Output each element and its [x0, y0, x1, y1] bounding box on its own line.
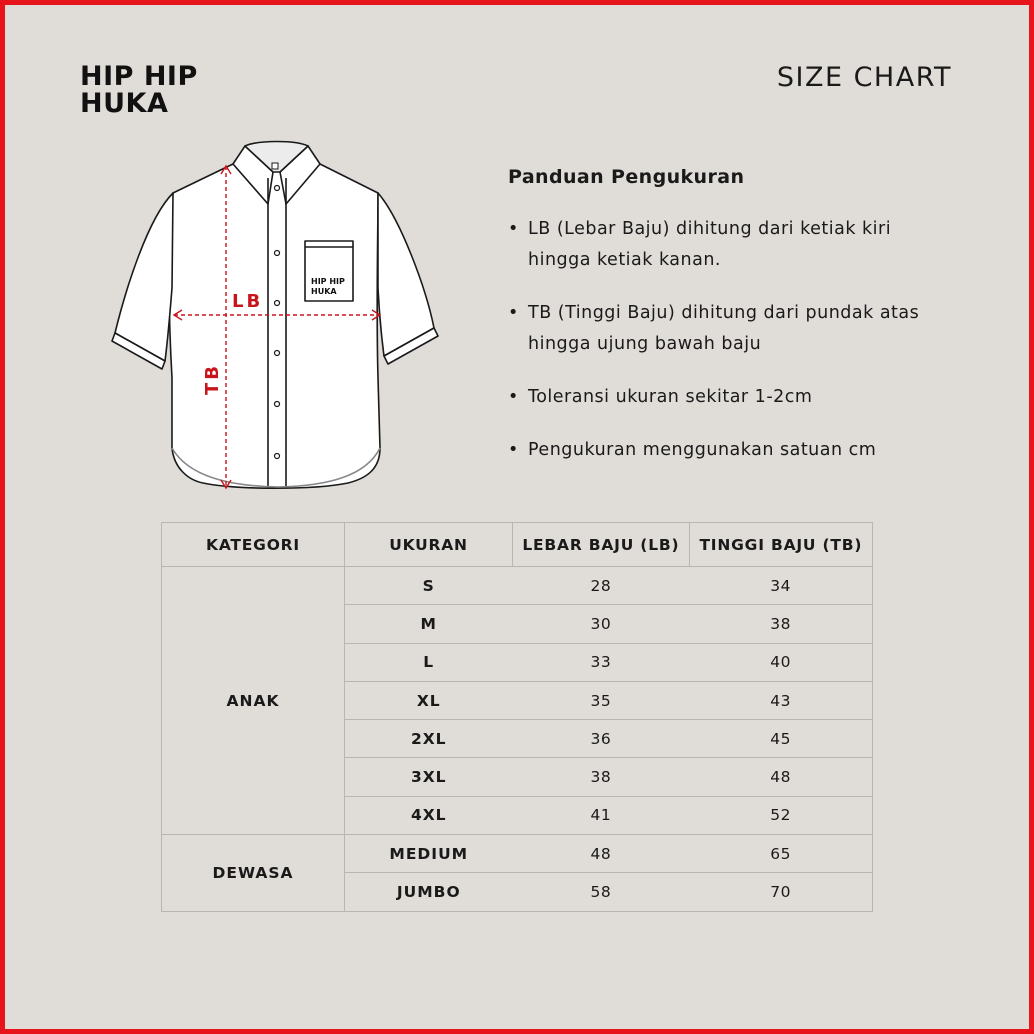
lb-label: LB [232, 291, 264, 312]
lb-cell: 33 [513, 643, 690, 681]
shirt-button [275, 301, 280, 306]
size-table [161, 522, 873, 912]
page-title: SIZE CHART [776, 62, 952, 93]
measurement-guide [508, 166, 948, 488]
brand-logo [80, 63, 198, 117]
lb-cell: 35 [513, 681, 690, 719]
brand-logo-line1: HIP HIP [80, 61, 198, 92]
tb-cell: 70 [689, 873, 872, 911]
table-row [162, 835, 873, 873]
size-cell: 3XL [345, 758, 513, 796]
shirt-button [275, 251, 280, 256]
guide-item-tb: • TB (Tinggi Baju) dihitung dari pundak atas hingga ujung bawah baju [508, 298, 948, 360]
tb-cell: 45 [689, 720, 872, 758]
collar-tag [272, 163, 278, 169]
guide-item-tolerance: • Toleransi ukuran sekitar 1-2cm [508, 382, 948, 413]
lb-cell: 38 [513, 758, 690, 796]
size-cell: L [345, 643, 513, 681]
brand-logo-line2: HUKA [80, 88, 169, 119]
tb-label: TB [202, 363, 223, 395]
tb-cell: 43 [689, 681, 872, 719]
shirt-button [275, 351, 280, 356]
tb-cell: 40 [689, 643, 872, 681]
size-cell: 4XL [345, 796, 513, 834]
shirt-button [275, 454, 280, 459]
tb-cell: 34 [689, 567, 872, 605]
shirt-body [169, 164, 380, 488]
tb-cell: 48 [689, 758, 872, 796]
header-kategori: KATEGORI [162, 523, 345, 567]
category-anak: ANAK [162, 567, 345, 835]
size-cell: M [345, 605, 513, 643]
pocket-logo-line1: HIP HIP [311, 277, 345, 286]
shirt-diagram [108, 138, 448, 498]
category-dewasa: DEWASA [162, 835, 345, 912]
table-header-row [162, 523, 873, 567]
pocket-logo-line2: HUKA [311, 287, 337, 296]
lb-cell: 30 [513, 605, 690, 643]
size-cell: XL [345, 681, 513, 719]
tb-cell: 65 [689, 835, 872, 873]
guide-title: Panduan Pengukuran [508, 166, 745, 188]
header-tinggi-baju: TINGGI BAJU (TB) [689, 523, 872, 567]
header-ukuran: UKURAN [345, 523, 513, 567]
tb-cell: 38 [689, 605, 872, 643]
shirt-right-sleeve [378, 193, 434, 356]
lb-cell: 58 [513, 873, 690, 911]
table-row [162, 567, 873, 605]
lb-cell: 28 [513, 567, 690, 605]
size-cell: 2XL [345, 720, 513, 758]
lb-cell: 36 [513, 720, 690, 758]
shirt-button [275, 402, 280, 407]
shirt-left-sleeve [115, 193, 173, 361]
guide-item-unit: • Pengukuran menggunakan satuan cm [508, 435, 948, 466]
tb-cell: 52 [689, 796, 872, 834]
size-cell: MEDIUM [345, 835, 513, 873]
size-cell: S [345, 567, 513, 605]
guide-list [508, 214, 948, 466]
guide-item-lb: • LB (Lebar Baju) dihitung dari ketiak kiri hingga ketiak kanan. [508, 214, 948, 276]
lb-cell: 48 [513, 835, 690, 873]
lb-cell: 41 [513, 796, 690, 834]
header-lebar-baju: LEBAR BAJU (LB) [513, 523, 690, 567]
size-cell: JUMBO [345, 873, 513, 911]
shirt-button [275, 186, 280, 191]
